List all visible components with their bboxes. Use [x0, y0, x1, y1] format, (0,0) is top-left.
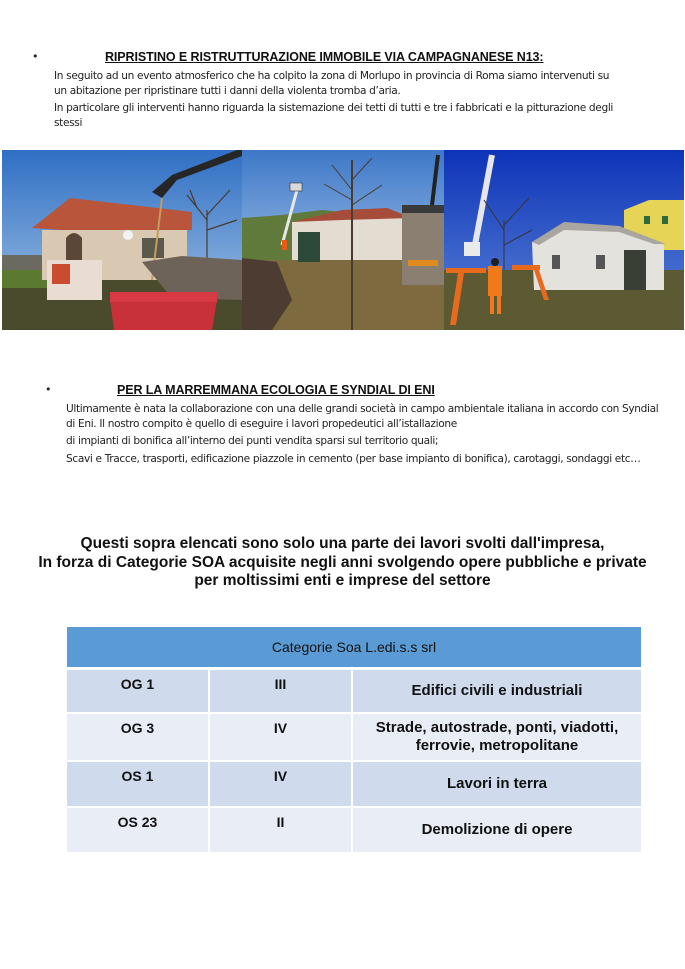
- photo-collage: [2, 150, 684, 330]
- cell-class: IV: [210, 762, 353, 806]
- photo-house-red-roof: [2, 150, 242, 330]
- paragraph: In particolare gli interventi hanno riguarda la sistemazione dei tetti di tutti e tre i fabbricati e la pitturazione degli stessi: [54, 102, 614, 129]
- paragraph: In seguito ad un evento atmosferico che ha colpito la zona di Morlupo in provincia di Roma siamo intervenuti su un abitazione per ripristinare tutti i danni della violenta tromba d’aria.: [54, 70, 610, 97]
- section-body-ripristino: [54, 69, 614, 130]
- cell-code: OS 23: [67, 808, 210, 852]
- cell-description: Edifici civili e industriali: [411, 682, 583, 699]
- cell-class: II: [210, 808, 353, 852]
- soa-categories-table: [67, 627, 641, 852]
- cell-code: OG 3: [67, 714, 210, 760]
- summary-line: per moltissimi enti e imprese del settore: [194, 572, 491, 589]
- cell-code: OG 1: [67, 670, 210, 712]
- table-row: [67, 714, 641, 762]
- bullet-point: •: [45, 383, 52, 396]
- cell-description: Demolizione di opere: [421, 821, 573, 838]
- paragraph: Ultimamente è nata la collaborazione con una delle grandi società in campo ambientale italiana in accordo con Syndial di Eni. Il nostro compito è quello di eseguire i lavori propedeutici all’istallazione: [66, 403, 659, 430]
- section-heading-marremmana: PER LA MARREMMANA ECOLOGIA E SYNDIAL DI ENI: [117, 383, 435, 397]
- section-heading-ripristino: RIPRISTINO E RISTRUTTURAZIONE IMMOBILE VIA CAMPAGNANESE N13:: [105, 50, 544, 64]
- section-body-marremmana: [66, 402, 661, 466]
- cell-description: Strade, autostrade, ponti, viadotti, ferrovie, metropolitane: [375, 719, 619, 754]
- paragraph: di impianti di bonifica all’interno dei punti vendita sparsi sul territorio quali;: [66, 435, 439, 447]
- cell-class: IV: [210, 714, 353, 760]
- summary-line: Questi sopra elencati sono solo una parte dei lavori svolti dall'impresa,: [80, 535, 605, 552]
- table-row: [67, 762, 641, 808]
- photo-worker-crane: [444, 150, 684, 330]
- summary-line: In forza di Categorie SOA acquisite negli anni svolgendo opere pubbliche e private: [38, 553, 647, 571]
- table-row: [67, 808, 641, 852]
- table-row: [67, 670, 641, 714]
- bullet-point: •: [32, 50, 39, 63]
- photo-aerial-platform: [242, 150, 444, 330]
- paragraph: Scavi e Tracce, trasporti, edificazione piazzole in cemento (per base impianto di bonifica), carotaggi, sondaggi etc…: [66, 452, 641, 465]
- cell-class: III: [210, 670, 353, 712]
- cell-description: Lavori in terra: [446, 775, 548, 792]
- cell-code: OS 1: [67, 762, 210, 806]
- table-title: Categorie Soa L.edi.s.s srl: [67, 627, 641, 670]
- summary-statement: [0, 535, 685, 591]
